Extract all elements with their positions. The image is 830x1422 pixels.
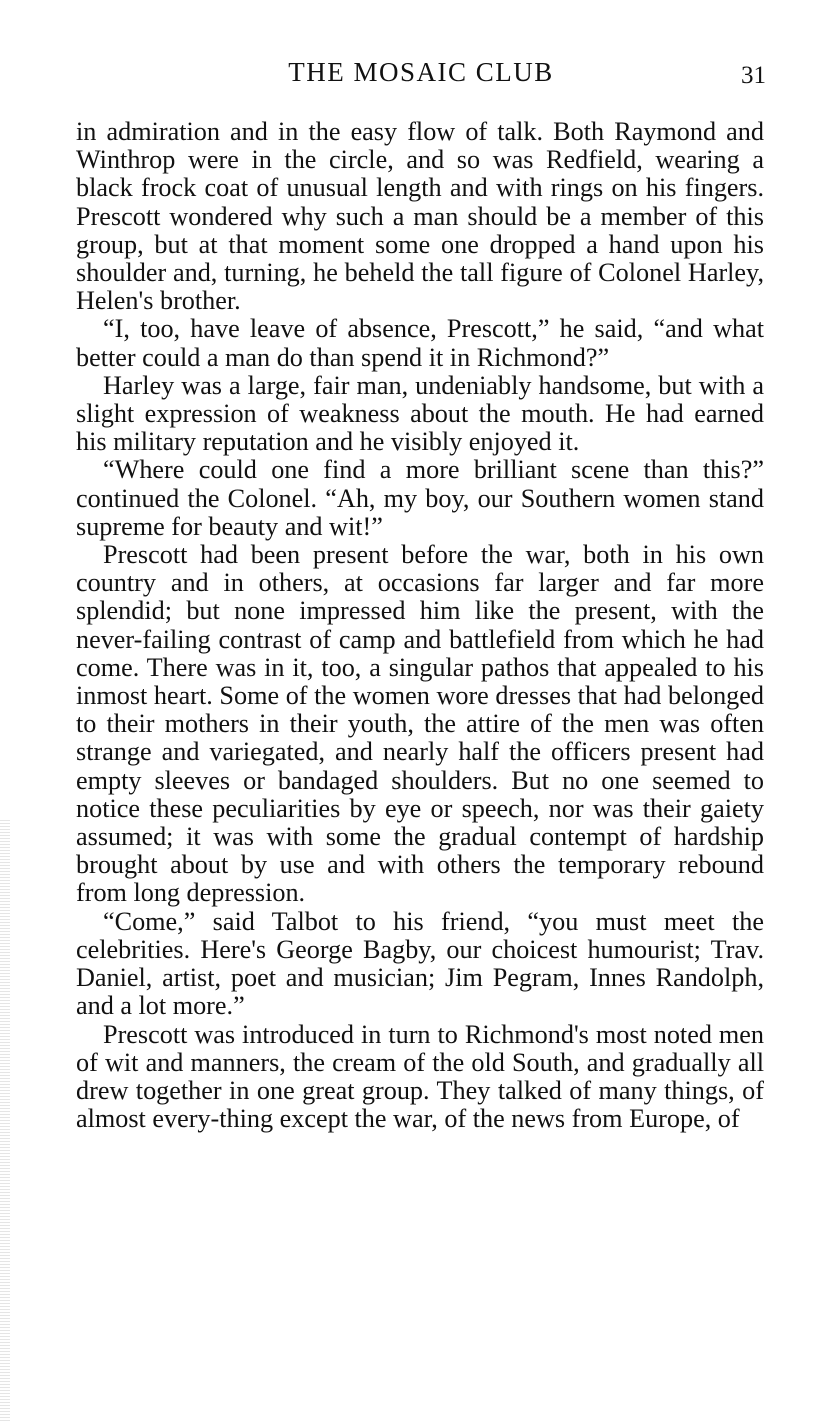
- paragraph: “Where could one find a more brilliant scene than this?” continued the Colonel. “Ah, my boy, our Southern women stand supreme for beauty and wit!”: [76, 455, 764, 541]
- running-head: [76, 55, 766, 89]
- page-number: 31: [741, 62, 766, 89]
- paragraph: “I, too, have leave of absence, Prescott,” he said, “and what better could a man do than spend it in Richmond?”: [76, 314, 764, 372]
- paragraph: Prescott was introduced in turn to Richmond's most noted men of wit and manners, the cream of the old South, and gradually all drew together in one great group. They talked of many things, of almost every-thing except the war, of the news from Europe, of: [76, 1019, 764, 1134]
- paragraph-continued: in admiration and in the easy flow of talk. Both Raymond and Winthrop were in the circle, and so was Redfield, wearing a black frock coat of unusual length and with rings on his fingers. Prescott wondered why such a man should be a member of this group, but at that moment some one dropped a hand upon his shoulder and, turning, he beheld the tall figure of Colonel Harley, Helen's brother.: [76, 117, 764, 316]
- body-text: [76, 118, 764, 1133]
- running-title: THE MOSAIC CLUB: [288, 57, 554, 87]
- scan-edge-shadow: [0, 820, 10, 1422]
- paragraph: “Come,” said Talbot to his friend, “you must meet the celebrities. Here's George Bagby, our choicest humourist; Trav. Daniel, artist, poet and musician; Jim Pegram, Innes Randolph, and a lot more.”: [76, 906, 764, 1021]
- paragraph: Harley was a large, fair man, undeniably handsome, but with a slight expression of weakness about the mouth. He had earned his military reputation and he visibly enjoyed it.: [76, 370, 764, 457]
- paragraph: Prescott had been present before the war, both in his own country and in others, at occasions far larger and far more splendid; but none impressed him like the present, with the never-failing contrast of camp and battlefield from which he had come. There was in it, too, a singular pathos that appealed to his inmost heart. Some of the women wore dresses that had belonged to their mothers in their youth, the attire of the men was often strange and variegated, and nearly half the officers present had empty sleeves or bandaged shoulders. But no one seemed to notice these peculiarities by eye or speech, nor was their gaiety assumed; it was with some the gradual contempt of hardship brought about by use and with others the temporary rebound from long depression.: [76, 540, 764, 908]
